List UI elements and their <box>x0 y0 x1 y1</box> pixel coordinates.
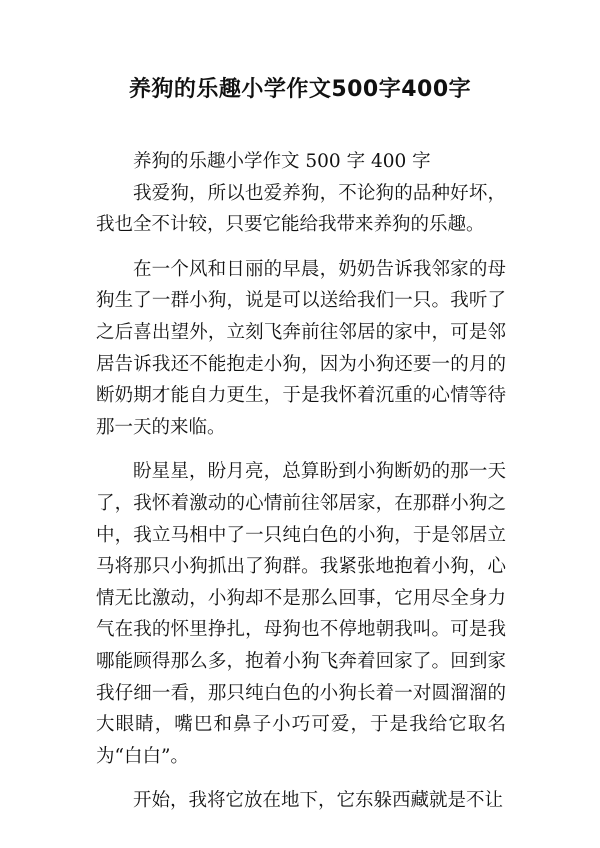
paragraph-4: 开始，我将它放在地下，它东躲西藏就是不让 <box>133 790 504 812</box>
document-body <box>96 146 506 817</box>
essay-subheading: 养狗的乐趣小学作文 500 字 400 字 <box>133 151 431 172</box>
paragraph-1: 我爱狗，所以也爱养狗，不论狗的品种好坏，我也全不计较，只要它能给我带来养狗的乐趣。 <box>96 182 506 236</box>
document-title: 养狗的乐趣小学作文500字400字 <box>128 77 472 102</box>
paragraph-3: 盼星星，盼月亮，总算盼到小狗断奶的那一天了，我怀着激动的心情前往邻居家，在那群小狗之中，我立马相中了一只纯白色的小狗，于是邻居立马将那只小狗抓出了狗群。我紧张地抱着小狗，心情无比激动，小狗却不是那么回事，它用尽全身力气在我的怀里挣扎，母狗也不停地朝我叫。可是我哪能顾得那么多，抱着小狗飞奔着回家了。回到家我仔细一看，那只纯白色的小狗长着一对圆溜溜的大眼睛，嘴巴和鼻子小巧可爱，于是我给它取名为“白白”。 <box>96 461 506 767</box>
paragraph-2: 在一个风和日丽的早晨，奶奶告诉我邻家的母狗生了一群小狗，说是可以送给我们一只。我听了之后喜出望外，立刻飞奔前往邻居的家中，可是邻居告诉我还不能抱走小狗，因为小狗还要一的月的断奶期才能自力更生，于是我怀着沉重的心情等待那一天的来临。 <box>96 258 506 438</box>
